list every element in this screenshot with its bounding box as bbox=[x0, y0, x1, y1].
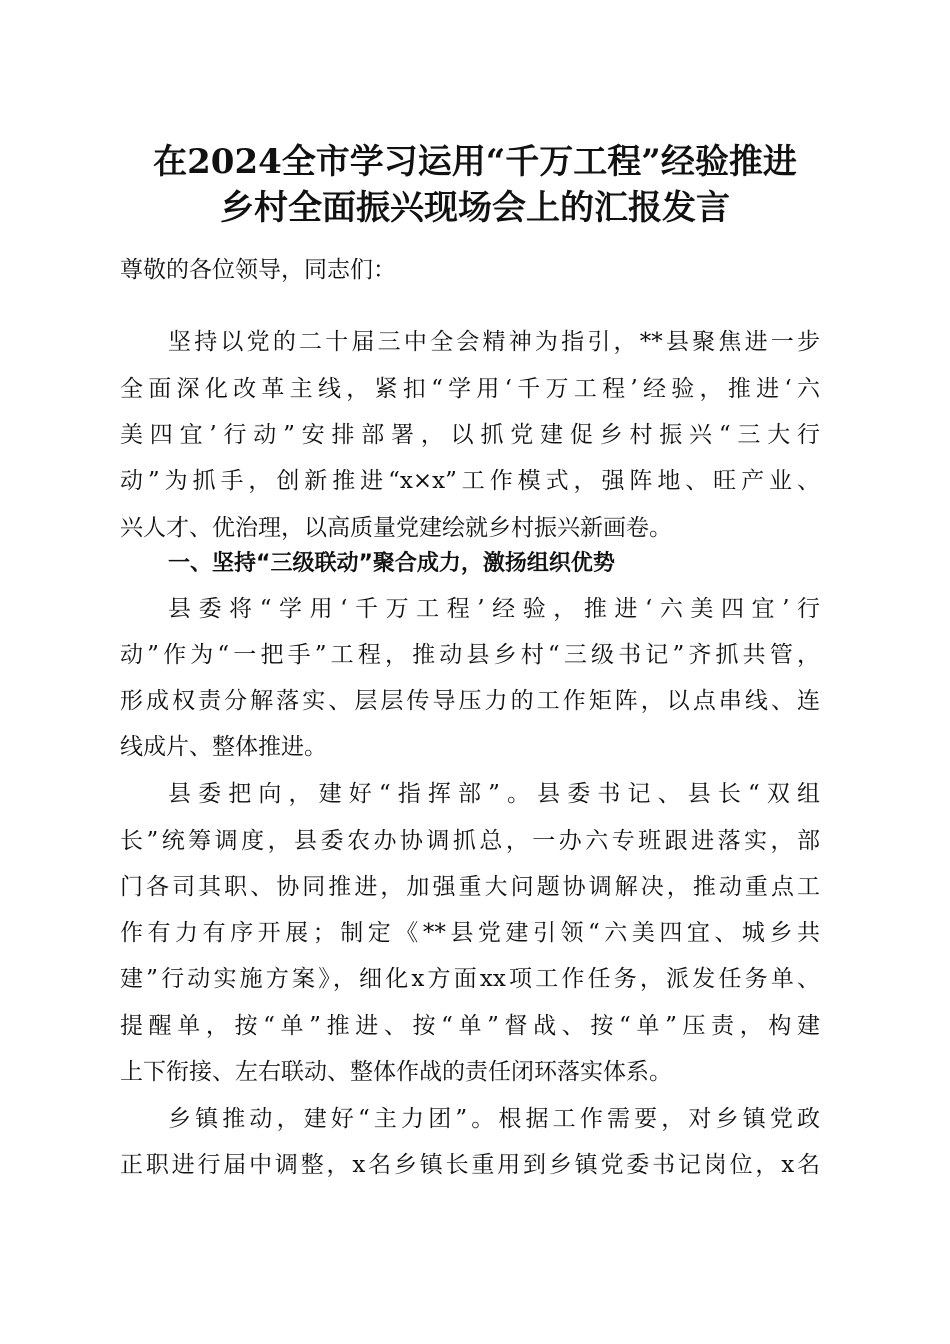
salutation: 尊敬的各位领导，同志们： bbox=[120, 257, 396, 283]
paragraph-line: 线成片、整体推进。 bbox=[120, 734, 327, 760]
paragraph-line: 乡镇推动，建好“主力团”。根据工作需要，对乡镇党政 bbox=[168, 1106, 820, 1132]
document-title-line-1: 在2024全市学习运用“千万工程”经验推进 bbox=[153, 142, 797, 182]
document-title-line-2: 乡村全面振兴现场会上的汇报发言 bbox=[220, 188, 730, 228]
paragraph-line: 动”为抓手，创新推进“x×x”工作模式，强阵地、旺产业、 bbox=[120, 468, 820, 494]
paragraph-line: 全面深化改革主线，紧扣“学用‘千万工程’经验，推进‘六 bbox=[120, 376, 820, 402]
section-heading: 一、坚持“三级联动”聚合成力，激扬组织优势 bbox=[168, 551, 615, 576]
paragraph-line: 建”行动实施方案》，细化x方面xx项工作任务，派发任务单、 bbox=[120, 966, 820, 992]
paragraph-line: 作有力有序开展；制定《**县党建引领“六美四宜、城乡共 bbox=[120, 920, 820, 946]
paragraph-line: 美四宜’行动”安排部署，以抓党建促乡村振兴“三大行 bbox=[120, 422, 820, 448]
paragraph-line: 县委将“学用‘千万工程’经验，推进‘六美四宜’行 bbox=[168, 596, 820, 622]
paragraph-line: 县委把向，建好“指挥部”。县委书记、县长“双组 bbox=[168, 781, 820, 807]
paragraph-line: 长”统筹调度，县委农办协调抓总，一办六专班跟进落实，部 bbox=[120, 828, 820, 854]
paragraph-line: 门各司其职、协同推进，加强重大问题协调解决，推动重点工 bbox=[120, 874, 820, 900]
paragraph-line: 形成权责分解落实、层层传导压力的工作矩阵，以点串线、连 bbox=[120, 688, 820, 714]
paragraph-line: 提醒单，按“单”推进、按“单”督战、按“单”压责，构建 bbox=[120, 1013, 820, 1039]
paragraph-line: 正职进行届中调整，x名乡镇长重用到乡镇党委书记岗位，x名 bbox=[120, 1152, 820, 1178]
paragraph-line: 动”作为“一把手”工程，推动县乡村“三级书记”齐抓共管， bbox=[120, 642, 820, 668]
paragraph-line: 坚持以党的二十届三中全会精神为指引，**县聚焦进一步 bbox=[168, 329, 820, 355]
paragraph-line: 兴人才、优治理，以高质量党建绘就乡村振兴新画卷。 bbox=[120, 515, 672, 541]
paragraph-line: 上下衔接、左右联动、整体作战的责任闭环落实体系。 bbox=[120, 1059, 672, 1085]
